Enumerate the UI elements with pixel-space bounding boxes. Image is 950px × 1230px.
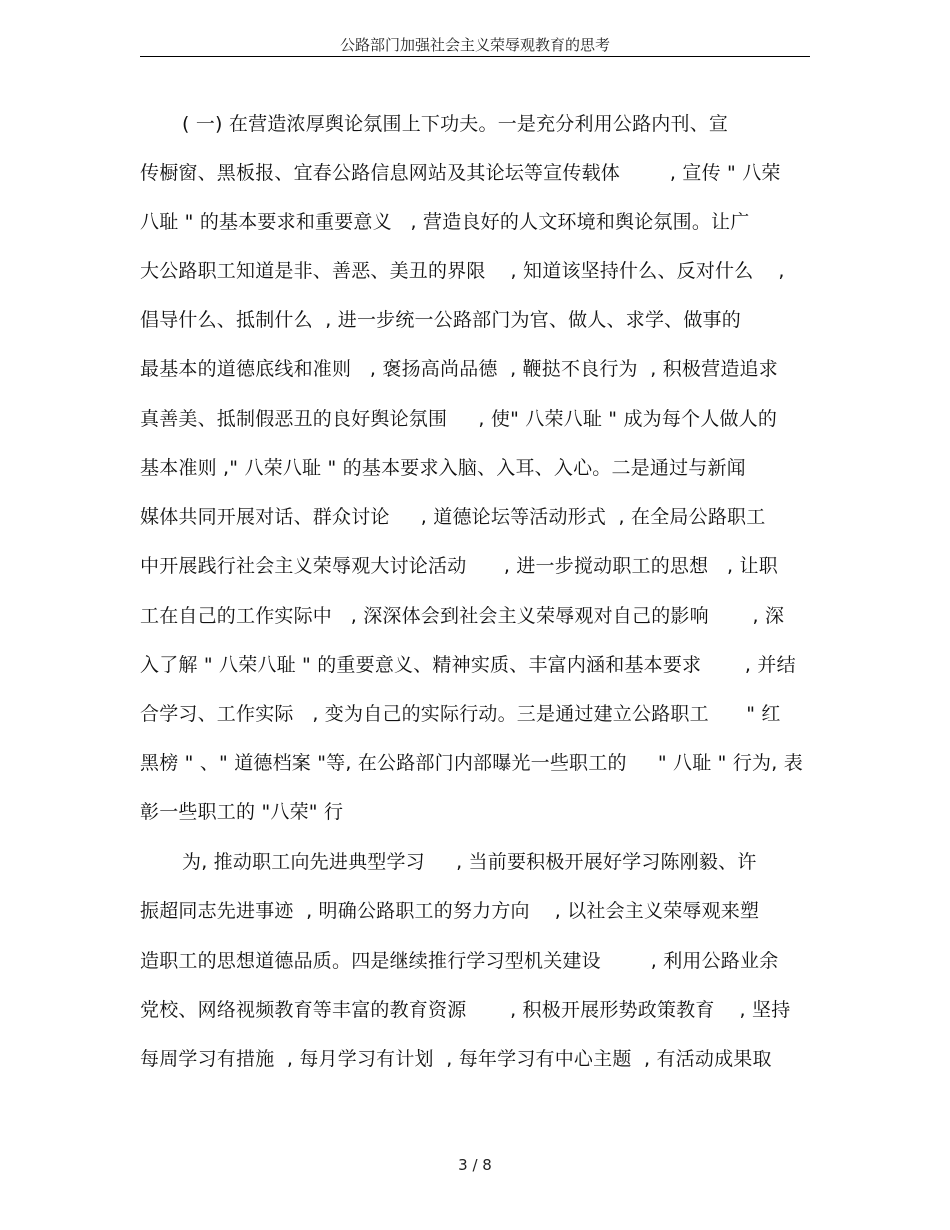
text-line-3: 八耻 " 的基本要求和重要意义 , 营造良好的人文环境和舆论氛围。让广 [140, 211, 750, 233]
text-line-1: ( 一) 在营造浓厚舆论氛围上下功夫。一是充分利用公路内刊、宣 [182, 113, 729, 135]
text-line-7: 真善美、抵制假恶丑的良好舆论氛围 , 使" 八荣八耻 " 成为每个人做人的 [140, 408, 778, 430]
document-title: 公路部门加强社会主义荣辱观教育的思考 [339, 36, 610, 54]
text-line-14: 黑榜 " 、" 道德档案 "等, 在公路部门内部曝光一些职工的 " 八耻 " 行为, 表 [140, 752, 803, 774]
text-line-12: 入了解 " 八荣八耻 " 的重要意义、精神实质、丰富内涵和基本要求 , 并结 [140, 654, 796, 676]
text-line-10: 中开展践行社会主义荣辱观大讨论活动 , 进一步搅动职工的思想 , 让职 [140, 555, 778, 577]
text-line-15: 彰一些职工的 "八荣" 行 [140, 801, 344, 823]
text-line-13: 合学习、工作实际 , 变为自己的实际行动。三是通过建立公路职工 " 红 [140, 703, 781, 725]
text-line-20: 每周学习有措施 , 每月学习有计划 , 每年学习有中心主题 , 有活动成果取 [140, 1048, 772, 1070]
text-line-5: 倡导什么、抵制什么 , 进一步统一公路部门为官、做人、求学、做事的 [140, 309, 741, 331]
text-line-8: 基本准则 ," 八荣八耻 " 的基本要求入脑、入耳、入心。二是通过与新闻 [140, 457, 746, 479]
page-header [140, 34, 810, 57]
text-line-2: 传橱窗、黑板报、宜春公路信息网站及其论坛等宣传载体 , 宣传 " 八荣 [140, 162, 781, 184]
text-line-6: 最基本的道德底线和准则 , 褒扬高尚品德 , 鞭挞不良行为 , 积极营造追求 [140, 358, 778, 380]
text-line-9: 媒体共同开展对话、群众讨论 , 道德论坛等活动形式 , 在全局公路职工 [140, 506, 766, 528]
page-number: 3 / 8 [458, 1156, 492, 1174]
text-line-11: 工在自己的工作实际中 , 深深体会到社会主义荣辱观对自己的影响 , 深 [140, 605, 785, 627]
text-line-19: 党校、网络视频教育等丰富的教育资源 , 积极开展形势政策教育 , 坚持 [140, 999, 791, 1021]
text-line-18: 造职工的思想道德品质。四是继续推行学习型机关建设 , 利用公路业余 [140, 950, 779, 972]
text-line-16: 为, 推动职工向先进典型学习 , 当前要积极开展好学习陈刚毅、许 [182, 851, 757, 873]
text-line-17: 振超同志先进事迹 , 明确公路职工的努力方向 , 以社会主义荣辱观来塑 [140, 900, 760, 922]
text-line-4: 大公路职工知道是非、善恶、美丑的界限 , 知道该坚持什么、反对什么 , [140, 260, 785, 282]
